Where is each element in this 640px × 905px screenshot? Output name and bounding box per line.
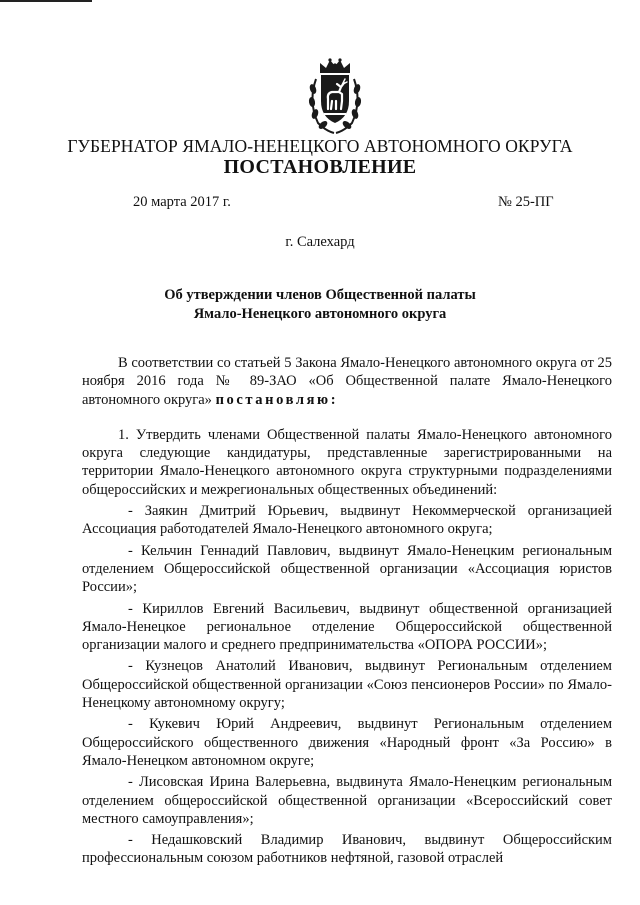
coat-of-arms-icon bbox=[306, 57, 364, 135]
candidate-item: - Заякин Дмитрий Юрьевич, выдвинут Некоммерческой организацией Ассоциация работодателей Ямало-Ненецкого автономного округа; bbox=[82, 503, 612, 538]
point-1-paragraph: 1. Утвердить членами Общественной палаты Ямало-Ненецкого автономного округа следующие кандидатуры, представленные зарегистрированными на территории Ямало-Ненецкого автономного округа структурными подразделениями общероссийских и межрегиональных общественных объединений: bbox=[82, 426, 612, 498]
candidate-item: - Кузнецов Анатолий Иванович, выдвинут Региональным отделением Общероссийской общественной организации «Союз пенсионеров России» по Ямало-Ненецкому автономному округу; bbox=[82, 658, 612, 712]
candidate-item: - Кукевич Юрий Андреевич, выдвинут Региональным отделением Общероссийского общественного движения «Народный фронт «За Россию» в Ямало-Ненецком автономном округе; bbox=[82, 716, 612, 769]
document-city: г. Салехард bbox=[285, 234, 355, 250]
preamble-paragraph bbox=[82, 354, 612, 409]
candidate-item: - Недашковский Владимир Иванович, выдвинут Общероссийским профессиональным союзом работников нефтяной, газовой отраслей bbox=[82, 832, 612, 867]
scan-corner-mark bbox=[0, 0, 92, 7]
subject-line-1: Об утверждении членов Общественной палаты bbox=[164, 287, 476, 303]
candidate-item: - Лисовская Ирина Валерьевна, выдвинута Ямало-Ненецким региональным отделением общероссийской общественной организации «Всероссийский совет местного самоуправления»; bbox=[82, 774, 612, 827]
candidate-item: - Кириллов Евгений Васильевич, выдвинут общественной организацией Ямало-Ненецкое региональное отделение Общероссийской общественной организации малого и среднего предпринимательства «ОПОРА РОССИИ»; bbox=[82, 600, 612, 654]
candidate-item: - Кельчин Геннадий Павлович, выдвинут Ямало-Ненецким региональным отделением Общероссийской общественной организации «Ассоциация юристов России»; bbox=[82, 542, 612, 596]
preamble-text: В соответствии со статьей 5 Закона Ямало-Ненецкого автономного округа от 25 ноября 2016 года № 89-ЗАО «Об Общественной палате Ямало-Ненецкого автономного округа» bbox=[82, 355, 612, 408]
governor-heading: ГУБЕРНАТОР ЯМАЛО-НЕНЕЦКОГО АВТОНОМНОГО ОКРУГА bbox=[67, 136, 573, 156]
document-date: 20 марта 2017 г. bbox=[133, 194, 231, 210]
subject-line-2: Ямало-Ненецкого автономного округа bbox=[193, 306, 447, 322]
document-type-heading: ПОСТАНОВЛЕНИЕ bbox=[223, 156, 417, 178]
document-body bbox=[82, 354, 612, 868]
decree-word: постановляю: bbox=[215, 391, 339, 408]
document-number: № 25-ПГ bbox=[498, 194, 554, 210]
